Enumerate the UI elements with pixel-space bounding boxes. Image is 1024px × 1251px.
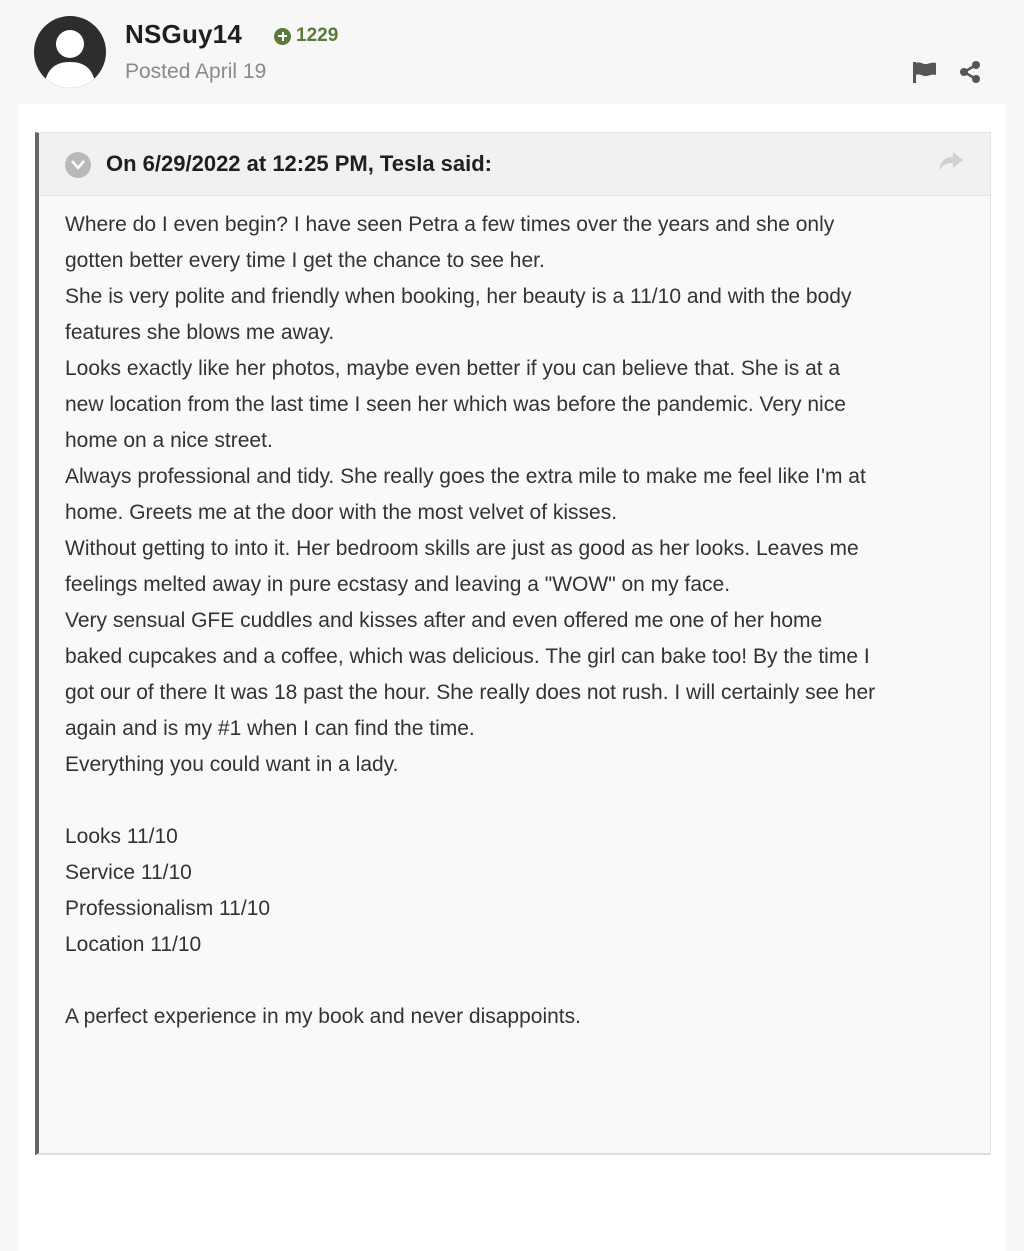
report-button[interactable]	[912, 60, 938, 84]
chevron-down-icon	[71, 160, 85, 170]
post-body	[18, 104, 1006, 1251]
quote-line: Professionalism 11/10	[65, 897, 271, 920]
quote-collapse-toggle[interactable]	[65, 152, 91, 178]
avatar[interactable]	[34, 16, 106, 88]
quote-line: home on a nice street.	[65, 429, 273, 452]
goto-quoted-post-button[interactable]	[938, 151, 964, 173]
quote-citation-text: On 6/29/2022 at 12:25 PM, Tesla said:	[106, 151, 493, 176]
flag-icon	[912, 60, 938, 84]
reputation-badge[interactable]	[274, 25, 338, 47]
quote-line: gotten better every time I get the chance to see her.	[65, 249, 545, 272]
quote-line: Where do I even begin? I have seen Petra a few times over the years and she only	[65, 213, 835, 236]
quote-line: features she blows me away.	[65, 321, 335, 344]
quote-line: home. Greets me at the door with the most velvet of kisses.	[65, 501, 618, 524]
post-date: Posted April 19	[125, 60, 267, 83]
quote-line: Everything you could want in a lady.	[65, 753, 399, 776]
quote-line: new location from the last time I seen her which was before the pandemic. Very nice	[65, 393, 846, 416]
quote-content	[65, 207, 965, 1035]
quote-line: Looks 11/10	[65, 825, 178, 848]
reputation-count: 1229	[296, 25, 339, 46]
quote-line: feelings melted away in pure ecstasy and leaving a "WOW" on my face.	[65, 573, 731, 596]
quote-citation	[39, 133, 990, 196]
quote-line: Without getting to into it. Her bedroom skills are just as good as her looks. Leaves me	[65, 537, 859, 560]
post-header	[18, 0, 1006, 104]
author-username[interactable]: NSGuy14	[125, 19, 243, 49]
quote-line: A perfect experience in my book and never disappoints.	[65, 1005, 581, 1028]
quote-line: baked cupcakes and a coffee, which was delicious. The girl can bake too! By the time I	[65, 645, 870, 668]
paragraph-break	[65, 963, 965, 999]
quote-line: got our of there It was 18 past the hour. She really does not rush. I will certainly see her	[65, 681, 876, 704]
share-button[interactable]	[958, 60, 982, 84]
quote-line: Very sensual GFE cuddles and kisses after and even offered me one of her home	[65, 609, 823, 632]
paragraph-break	[65, 783, 965, 819]
forward-arrow-icon	[938, 151, 964, 173]
plus-circle-icon	[274, 28, 291, 45]
quote-line: Service 11/10	[65, 861, 192, 884]
quote-block	[35, 132, 991, 1155]
quote-line: She is very polite and friendly when booking, her beauty is a 11/10 and with the body	[65, 285, 852, 308]
quote-line: Location 11/10	[65, 933, 202, 956]
share-icon	[958, 60, 982, 84]
quote-line: Always professional and tidy. She really goes the extra mile to make me feel like I'm at	[65, 465, 866, 488]
quote-line: again and is my #1 when I can find the time.	[65, 717, 475, 740]
default-user-icon	[34, 16, 106, 88]
quote-line: Looks exactly like her photos, maybe even better if you can believe that. She is at a	[65, 357, 841, 380]
